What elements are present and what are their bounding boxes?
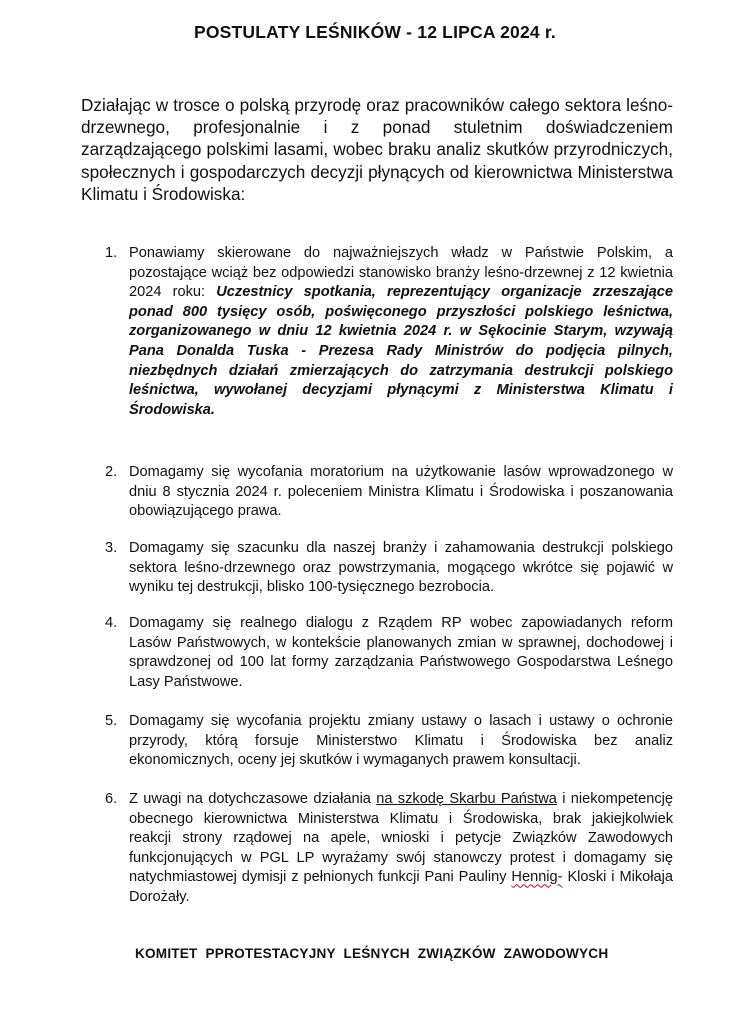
list-item-number: 5. xyxy=(105,713,118,729)
list-item-text: Kloski i Mikołaja Dorożały. xyxy=(129,869,673,905)
quoted-statement: Uczestnicy spotkania, reprezentujący organizacje zrzeszające ponad 800 tysięcy osób, poświęconego przyszłości polskiego leśnictwa, zorganizowanego w dniu 12 kwietnia 2024 r. w Sękocinie Starym, wzywają Pana Donalda Tuska - Prezesa Rady Ministrów do podjęcia pilnych, niezbędnych działań zmierzających do zatrzymania destrukcji polskiego leśnictwa, wywołanej decyzjami płynącymi z Ministerstwa Klimatu i Środowiska. xyxy=(129,284,673,418)
list-item-number: 2. xyxy=(105,464,118,480)
list-item-text: Domagamy się wycofania projektu zmiany ustawy o lasach i ustawy o ochronie przyrody, którą forsuje Ministerstwo Klimatu i Środowiska bez analiz ekonomicznych, oceny jej skutków i wymaganych prawem konsultacji. xyxy=(129,713,673,769)
document-title: POSTULATY LEŚNIKÓW - 12 LIPCA 2024 r. xyxy=(193,22,556,42)
list-item-text: Z uwagi na dotychczasowe działania xyxy=(129,791,377,807)
signature-line: KOMITET PPROTESTACYJNY LEŚNYCH ZWIĄZKÓW ZAWODOWYCH xyxy=(135,946,609,961)
list-item-number: 6. xyxy=(105,791,118,807)
spellcheck-marked-word: Hennig- xyxy=(511,869,563,886)
list-item-text: i niekompetencję obecnego kierownictwa Ministerstwa Klimatu i Środowiska, brak jakiejkolwiek reakcji strony rządowej na apele, wnioski i petycje Związków Zawodowych funkcjonujących w PGL LP wyrażamy swój stanowczy protest i domagamy się natychmiastowej dymisji z pełnionych funkcji Pani Pauliny xyxy=(129,791,673,886)
list-item-number: 3. xyxy=(105,540,118,556)
list-item-text: Ponawiamy skierowane do najważniejszych władz w Państwie Polskim, a pozostające wciąż bez odpowiedzi stanowisko branży leśno-drzewnej z 12 kwietnia 2024 roku: xyxy=(129,245,673,301)
list-item-text: Domagamy się realnego dialogu z Rządem RP wobec zapowiadanych reform Lasów Państwowych, w kontekście planowanych zmian w sprawnej, dochodowej i sprawdzonej od 100 lat formy zarządzania Państwowego Gospodarstwa Leśnego Lasy Państwowe. xyxy=(129,615,673,690)
list-item-text: Domagamy się wycofania moratorium na użytkowanie lasów wprowadzonego w dniu 8 stycznia 2024 r. poleceniem Ministra Klimatu i Środowiska i poszanowania obowiązującego prawa. xyxy=(129,464,673,520)
list-item-number: 1. xyxy=(105,245,118,261)
list-item-number: 4. xyxy=(105,615,118,631)
intro-paragraph: Działając w trosce o polską przyrodę oraz pracowników całego sektora leśno-drzewnego, profesjonalnie i z ponad stuletnim doświadczeniem zarządzającego polskimi lasami, wobec braku analiz skutków przyrodniczych, społecznych i gospodarczych decyzji płynących od kierownictwa Ministerstwa Klimatu i Środowiska: xyxy=(81,95,673,204)
underlined-phrase: na szkodę Skarbu Państwa xyxy=(376,791,557,807)
list-item-text: Domagamy się szacunku dla naszej branży i zahamowania destrukcji polskiego sektora leśno-drzewnego oraz powstrzymania, mogącego wkrótce się pojawić w wyniku tej destrukcji, blisko 100-tysięcznego bezrobocia. xyxy=(129,540,673,596)
